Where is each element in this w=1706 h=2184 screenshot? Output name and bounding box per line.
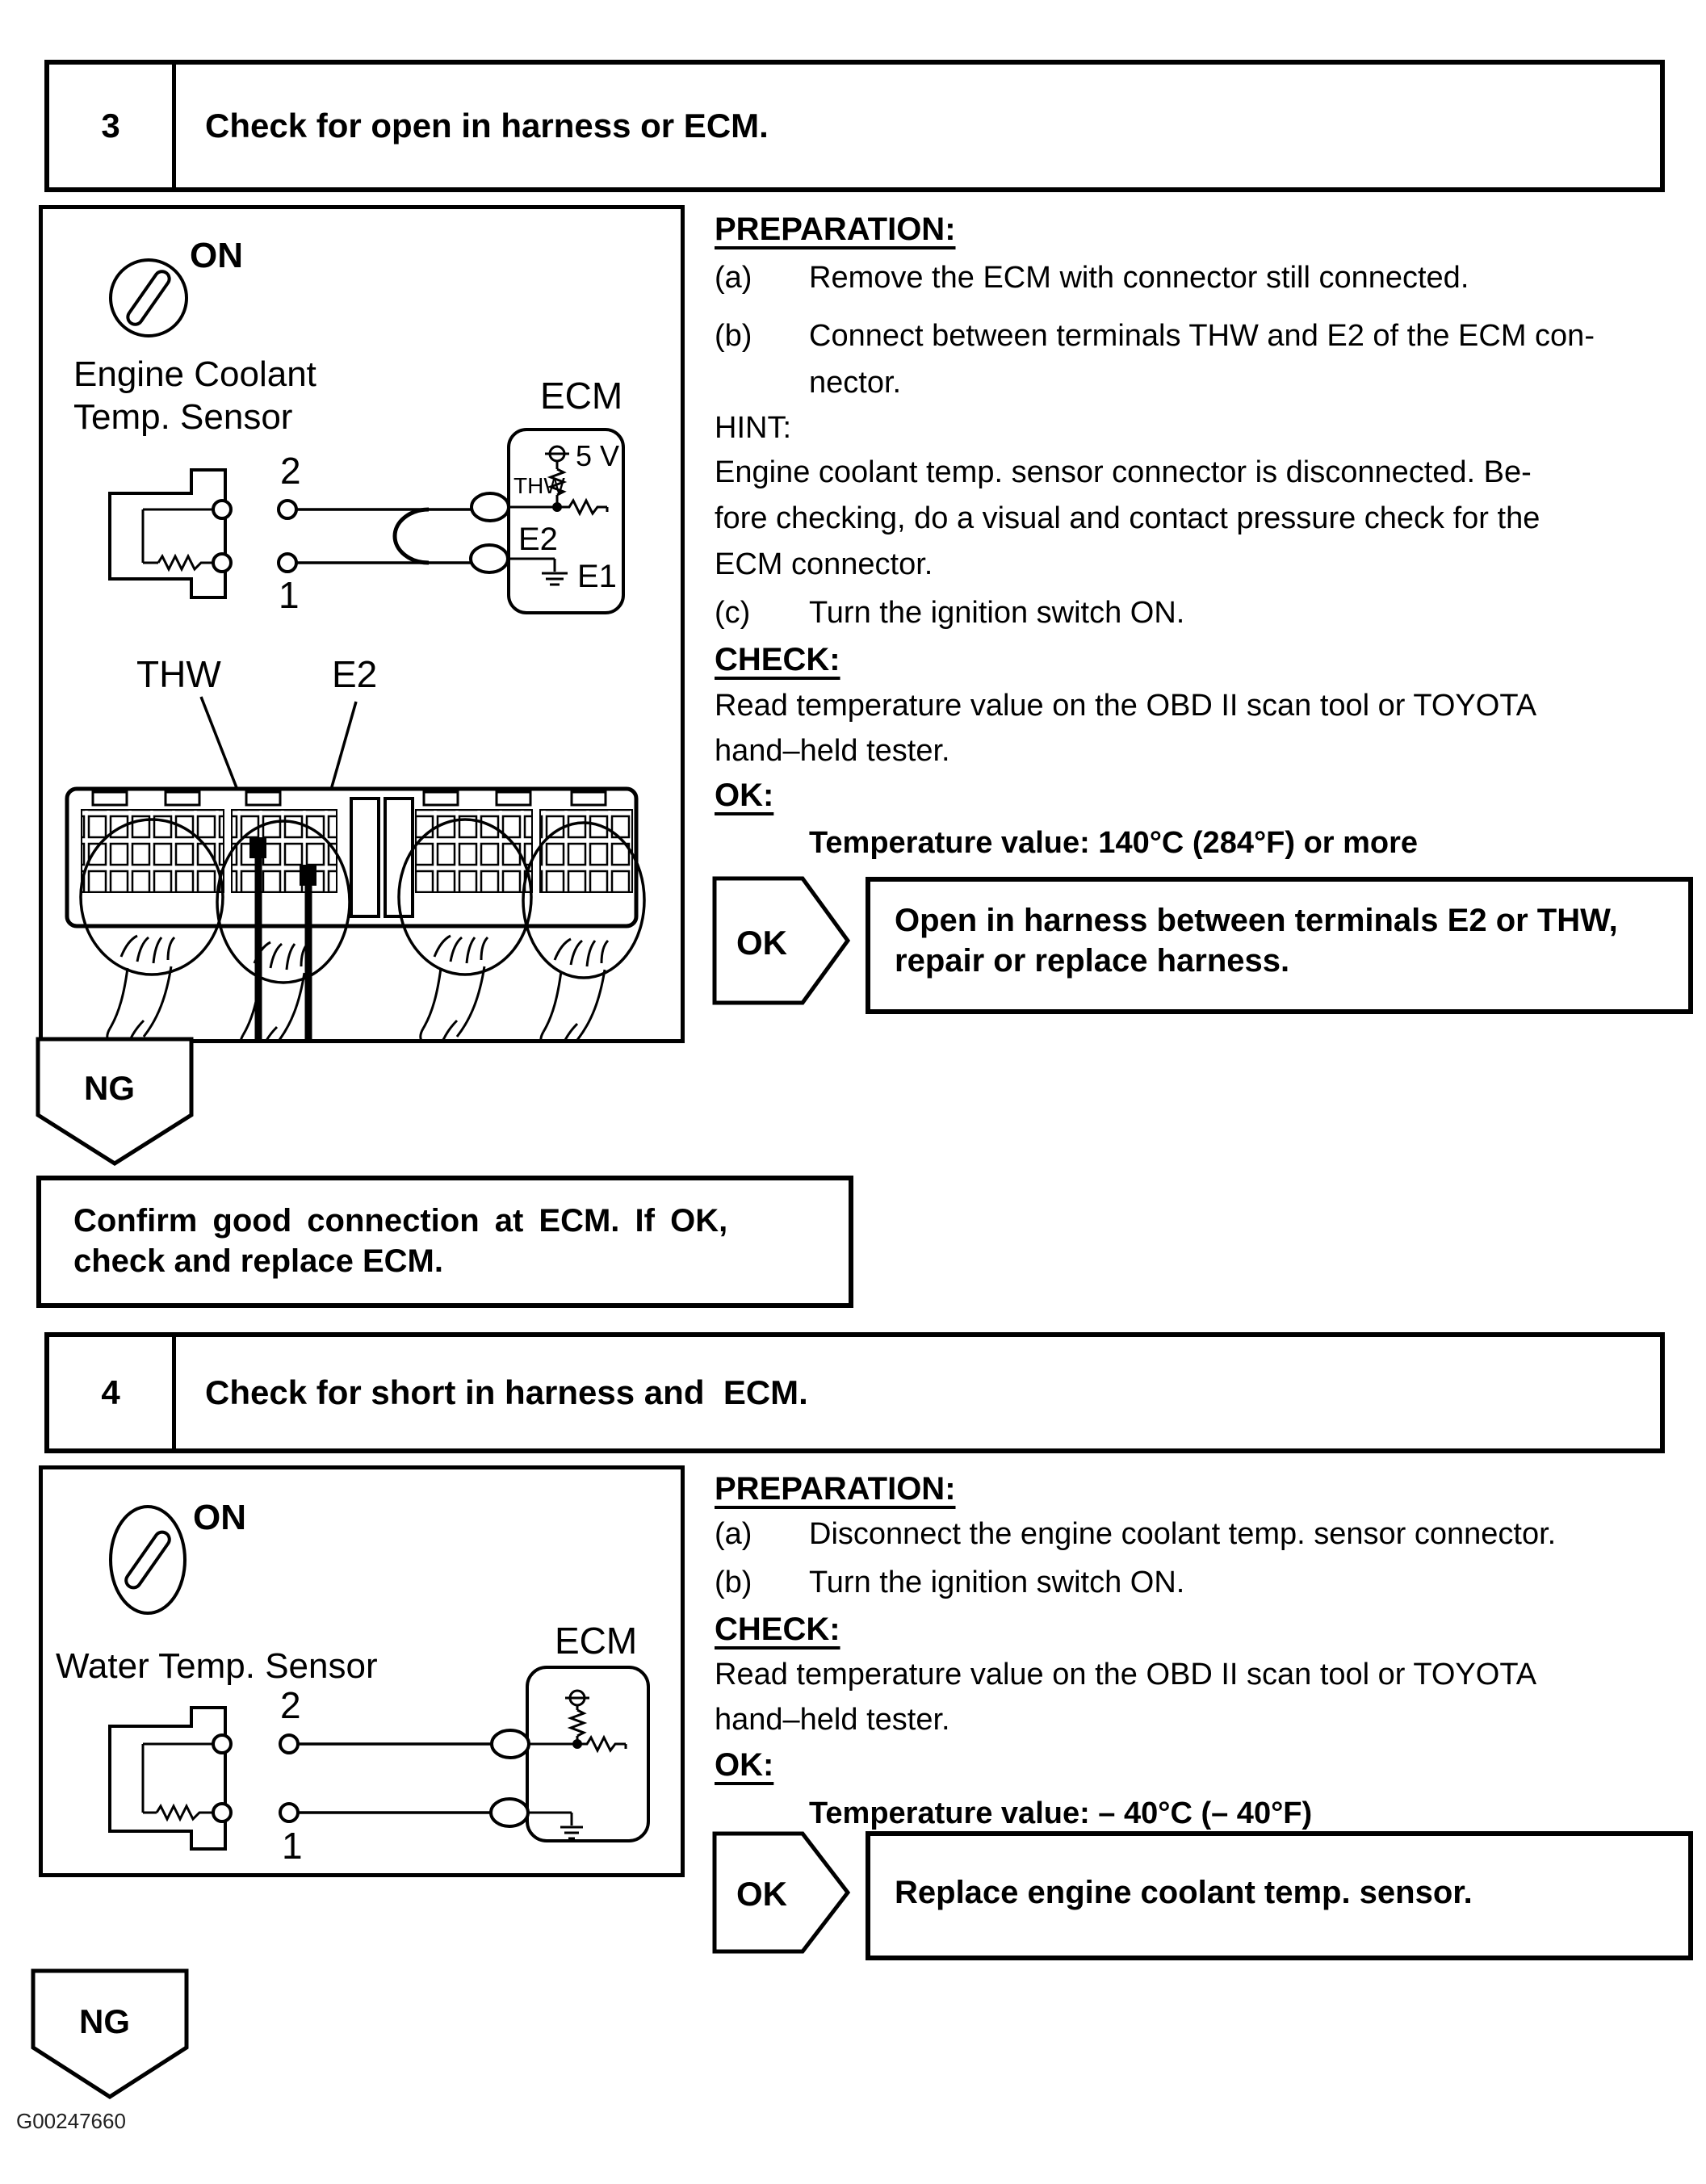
- ecm-terminal-oval-bottom-2: [491, 1799, 528, 1826]
- item-a4-label: (a): [715, 1517, 752, 1551]
- item-b4-label: (b): [715, 1566, 752, 1599]
- ecm-label-2: ECM: [555, 1620, 638, 1662]
- item-a4-text: Disconnect the engine coolant temp. sensor connector.: [809, 1517, 1557, 1551]
- ok-arrow-4: [712, 1831, 851, 1954]
- check-heading-3: CHECK:: [715, 642, 840, 677]
- step4-diagram-box: [39, 1465, 685, 1877]
- item-b3-text-line2: nector.: [809, 366, 902, 400]
- preparation-heading-3: PREPARATION:: [715, 212, 956, 247]
- step3-diagram-box: [39, 205, 685, 1043]
- ecm-internal-circuit-2: [529, 1691, 626, 1838]
- step4-circuit-diagram: [43, 1469, 681, 1873]
- hint-line1: Engine coolant temp. sensor connector is disconnected. Be-: [715, 455, 1532, 489]
- ng-arrow-3: [36, 1037, 194, 1166]
- ok3-value: Temperature value: 140°C (284°F) or more: [809, 826, 1419, 860]
- item-c3-label: (c): [715, 596, 751, 630]
- sensor-label-line2: Temp. Sensor: [73, 397, 293, 437]
- item-b3-label: (b): [715, 319, 752, 353]
- pin2-label-2: 2: [280, 1684, 301, 1726]
- item-b3-text-line1: Connect between terminals THW and E2 of the ECM con-: [809, 319, 1595, 353]
- step4-header: [44, 1332, 1665, 1453]
- ecm-label: ECM: [540, 375, 623, 417]
- ignition-key-on-icon-2: [111, 1507, 185, 1613]
- ok4-value: Temperature value: – 40°C (– 40°F): [809, 1796, 1313, 1830]
- pin2-terminal-2: [280, 1735, 298, 1753]
- ecm-terminal-oval-bottom: [471, 545, 508, 572]
- pin1-label: 1: [279, 574, 300, 616]
- ok-result-box-3: [866, 877, 1693, 1014]
- ok-heading-4: OK:: [715, 1747, 774, 1783]
- preparation-heading-4: PREPARATION:: [715, 1471, 956, 1507]
- step3-number: 3: [49, 65, 176, 187]
- pin2-terminal: [279, 501, 296, 518]
- step4-number: 4: [49, 1337, 176, 1448]
- ok-heading-3: OK:: [715, 778, 774, 813]
- sensor-label-line1: Engine Coolant: [73, 354, 316, 394]
- thw-pin-label: THW: [513, 473, 565, 498]
- step3-header: [44, 60, 1665, 192]
- ng-arrow-4-label: NG: [79, 2002, 130, 2040]
- e2-pin-label: E2: [518, 522, 558, 557]
- pin1-terminal: [279, 554, 296, 572]
- on-label-2: ON: [193, 1498, 246, 1537]
- coolant-temp-sensor-symbol: [110, 470, 231, 597]
- hint-line2: fore checking, do a visual and contact pressure check for the: [715, 501, 1540, 535]
- check4-line2: hand–held tester.: [715, 1703, 950, 1737]
- hint-line3: ECM connector.: [715, 547, 933, 581]
- ecm-block-2: [527, 1667, 648, 1841]
- harness-wires-2: [298, 1744, 492, 1813]
- item-a3-text: Remove the ECM with connector still connected.: [809, 261, 1469, 295]
- e1-pin-label: E1: [577, 559, 617, 594]
- ecm-terminal-oval-top-2: [492, 1730, 529, 1758]
- check3-line2: hand–held tester.: [715, 734, 950, 768]
- ng-result-box-3: [36, 1176, 853, 1308]
- pin1-terminal-2: [280, 1804, 298, 1821]
- ok-result-box-4: [866, 1831, 1693, 1960]
- check3-line1: Read temperature value on the OBD II scan tool or TOYOTA: [715, 689, 1537, 723]
- supply-5v-label: 5 V: [576, 439, 620, 472]
- ok-arrow-3-label: OK: [736, 924, 787, 962]
- pin2-label: 2: [280, 450, 301, 492]
- ok-result-4-line1: Replace engine coolant temp. sensor.: [895, 1875, 1473, 1910]
- water-temp-sensor-symbol: [110, 1708, 231, 1849]
- check4-line1: Read temperature value on the OBD II scan tool or TOYOTA: [715, 1658, 1537, 1691]
- callout-e2: E2: [332, 653, 378, 695]
- pin1-label-2: 1: [282, 1825, 303, 1867]
- hint-heading: HINT:: [715, 411, 791, 445]
- ng-result-3-line1: Confirm good connection at ECM. If OK,: [73, 1203, 728, 1239]
- item-b4-text: Turn the ignition switch ON.: [809, 1566, 1185, 1599]
- figure-code: G00247660: [16, 2109, 126, 2133]
- ecm-connector-drawing: [67, 789, 644, 1039]
- check-heading-4: CHECK:: [715, 1612, 840, 1647]
- ok-arrow-4-label: OK: [736, 1875, 787, 1913]
- ok-arrow-3: [712, 876, 851, 1005]
- ok-result-3-line2: repair or replace harness.: [895, 943, 1290, 979]
- step4-title: Check for short in harness and ECM.: [205, 1373, 808, 1411]
- step3-title: Check for open in harness or ECM.: [205, 107, 769, 145]
- item-a3-label: (a): [715, 261, 752, 295]
- ecm-terminal-oval-top: [472, 493, 509, 521]
- on-label: ON: [190, 236, 243, 275]
- ng-arrow-4: [31, 1968, 189, 2099]
- harness-wires: [296, 509, 472, 563]
- item-c3-text: Turn the ignition switch ON.: [809, 596, 1185, 630]
- callout-thw: THW: [136, 653, 221, 695]
- ignition-key-on-icon: [111, 260, 187, 336]
- ok-result-3-line1: Open in harness between terminals E2 or THW,: [895, 903, 1618, 938]
- ng-arrow-3-label: NG: [84, 1069, 135, 1107]
- water-temp-sensor-label: Water Temp. Sensor: [56, 1646, 378, 1686]
- step3-circuit-diagram: [43, 209, 681, 1039]
- ng-result-3-line2: check and replace ECM.: [73, 1243, 443, 1279]
